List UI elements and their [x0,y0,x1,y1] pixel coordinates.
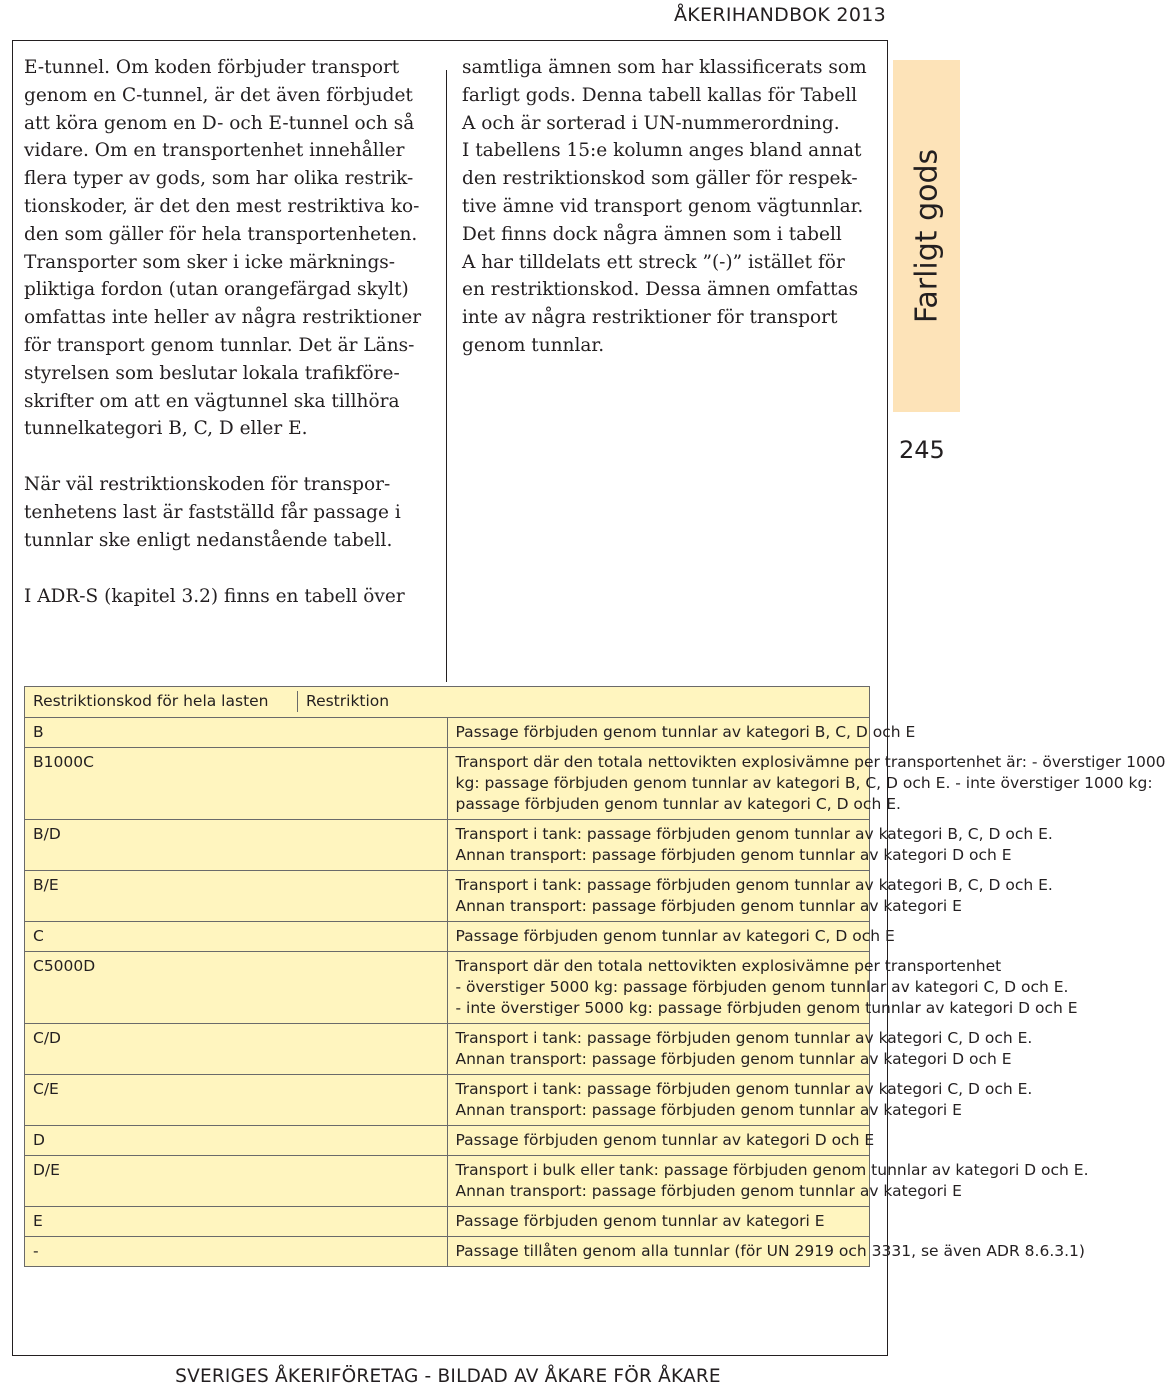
text-line: A och är sorterad i UN-nummerordning. [462,112,840,134]
restriction-text [447,748,1166,820]
restriction-line: Passage förbjuden genom tunnlar av kategori C, D och E [455,927,895,945]
restriction-line: kg: passage förbjuden genom tunnlar av kategori B, C, D och E. - inte överstiger 1000 kg: [455,774,1153,792]
restriction-code: B/D [25,820,448,871]
column-divider [446,70,447,682]
table-header-row [25,687,870,718]
restriction-line: - inte överstiger 5000 kg: passage förbjuden genom tunnlar av kategori D och E [455,999,1078,1017]
table-row [25,748,870,820]
left-paragraph-3 [24,583,434,611]
text-line: pliktiga fordon (utan orangefärgad skylt) [24,279,409,301]
restriction-text [447,1156,1089,1207]
restriction-line: passage förbjuden genom tunnlar av kategori C, D och E. [455,795,901,813]
restriction-line: Transport i bulk eller tank: passage förbjuden genom tunnlar av kategori D och E. [455,1161,1089,1179]
text-line: samtliga ämnen som har klassificerats som [462,57,867,78]
table-row [25,871,870,922]
section-tab-label: Farligt gods [909,148,944,324]
restriction-text [447,1126,875,1156]
restriction-line: Annan transport: passage förbjuden genom tunnlar av kategori E [455,1101,962,1119]
text-line: genom en C-tunnel, är det även förbjudet [24,84,413,106]
restriction-line: Passage förbjuden genom tunnlar av kategori D och E [455,1131,875,1149]
restriction-code: C5000D [25,952,448,1024]
text-line: tunnelkategori B, C, D eller E. [24,418,308,440]
text-line: A har tilldelats ett streck ”(-)” istället för [462,251,845,273]
restriction-code: E [25,1207,448,1237]
text-line: flera typer av gods, som har olika restrik- [24,168,414,190]
restriction-code: B [25,718,448,748]
table-row [25,952,870,1024]
running-header: ÅKERIHANDBOK 2013 [673,4,886,26]
restriction-text [447,1075,1033,1126]
restriction-code: - [25,1237,448,1267]
section-tab [893,60,960,412]
restriction-line: - överstiger 5000 kg: passage förbjuden genom tunnlar av kategori C, D och E. [455,978,1069,996]
restriction-text [447,952,1078,1024]
text-line: E-tunnel. Om koden förbjuder transport [24,57,400,78]
restriction-line: Transport i tank: passage förbjuden genom tunnlar av kategori C, D och E. [455,1029,1033,1047]
restriction-line: Transport i tank: passage förbjuden genom tunnlar av kategori B, C, D och E. [455,876,1053,894]
restriction-line: Transport där den totala nettovikten explosivämne per transportenhet [455,957,1002,975]
text-line: den som gäller för hela transportenheten. [24,223,418,245]
restriction-code: C/D [25,1024,448,1075]
text-line: genom tunnlar. [462,334,605,356]
text-line: Det finns dock några ämnen som i tabell [462,223,842,245]
restriction-line: Passage förbjuden genom tunnlar av kategori B, C, D och E [455,723,916,741]
restriction-table [24,686,1166,1267]
right-paragraph-1 [462,54,880,360]
text-line: När väl restriktionskoden för transpor- [24,474,391,496]
restriction-line: Annan transport: passage förbjuden genom tunnlar av kategori D och E [455,846,1012,864]
text-line: farligt gods. Denna tabell kallas för Tabell [462,84,858,106]
restriction-code: C [25,922,448,952]
page-footer: SVERIGES ÅKERIFÖRETAG - BILDAD AV ÅKARE FÖR ÅKARE [175,1366,721,1387]
restriction-line: Transport i tank: passage förbjuden genom tunnlar av kategori C, D och E. [455,1080,1033,1098]
text-line: för transport genom tunnlar. Det är Läns- [24,334,415,356]
table-row [25,922,870,952]
restriction-code: C/E [25,1075,448,1126]
table-row [25,1075,870,1126]
text-line: omfattas inte heller av några restriktioner [24,307,422,329]
header-restriction: Restriktion [306,692,390,710]
text-line: tunnlar ske enligt nedanstående tabell. [24,529,393,551]
table-row [25,1126,870,1156]
left-paragraph-1 [24,54,434,443]
text-line: tenhetens last är fastställd får passage i [24,501,401,523]
restriction-line: Annan transport: passage förbjuden genom tunnlar av kategori E [455,1182,962,1200]
restriction-line: Annan transport: passage förbjuden genom tunnlar av kategori D och E [455,1050,1012,1068]
text-line: styrelsen som beslutar lokala trafikföre- [24,362,400,384]
restriction-line: Annan transport: passage förbjuden genom tunnlar av kategori E [455,897,962,915]
restriction-code: D/E [25,1156,448,1207]
text-line: tionskoder, är det den mest restriktiva ko- [24,195,420,217]
table-row [25,718,870,748]
restriction-line: Transport i tank: passage förbjuden genom tunnlar av kategori B, C, D och E. [455,825,1053,843]
text-line: inte av några restriktioner för transport [462,307,838,329]
text-line: I tabellens 15:e kolumn anges bland annat [462,140,862,162]
text-line: att köra genom en D- och E-tunnel och så [24,112,415,134]
header-code: Restriktionskod för hela lasten [33,691,298,712]
text-line: skrifter om att en vägtunnel ska tillhöra [24,390,400,412]
restriction-text [447,1207,870,1237]
right-column [462,54,880,360]
table-row [25,1024,870,1075]
table-row [25,1237,870,1267]
restriction-line: Transport där den totala nettovikten explosivämne per transportenhet är: - överstiger 1000 [455,753,1166,771]
restriction-text [447,718,916,748]
restriction-code: B/E [25,871,448,922]
text-line: I ADR-S (kapitel 3.2) finns en tabell över [24,585,405,607]
text-line: Transporter som sker i icke märknings- [24,251,396,273]
restriction-code: B1000C [25,748,448,820]
page-number: 245 [899,436,945,464]
restriction-text [447,1024,1033,1075]
text-line: vidare. Om en transportenhet innehåller [24,140,405,162]
left-column [24,54,434,610]
restriction-text [447,1237,1085,1267]
table-row [25,1156,870,1207]
text-line: tive ämne vid transport genom vägtunnlar. [462,195,864,217]
table-row [25,1207,870,1237]
text-line: den restriktionskod som gäller för respek- [462,168,858,190]
restriction-line: Passage tillåten genom alla tunnlar (för UN 2919 och 3331, se även ADR 8.6.3.1) [455,1242,1085,1260]
restriction-text [447,922,895,952]
table-row [25,820,870,871]
restriction-line: Passage förbjuden genom tunnlar av kategori E [455,1212,825,1230]
text-line: en restriktionskod. Dessa ämnen omfattas [462,279,859,301]
left-paragraph-2 [24,471,434,554]
restriction-text [447,871,1053,922]
restriction-code: D [25,1126,448,1156]
restriction-text [447,820,1053,871]
